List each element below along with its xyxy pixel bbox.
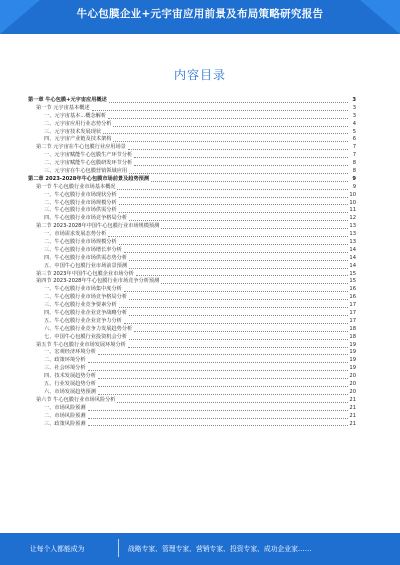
toc-entry[interactable]: [28, 97, 356, 105]
toc-leader-dots: [88, 409, 348, 411]
toc-leader-dots: [134, 330, 348, 332]
toc-entry-label: 第二节 元宇宙在牛心包膜行业应用场景: [36, 144, 126, 151]
toc-entry-page: 5: [352, 128, 356, 135]
toc-leader-dots: [92, 109, 348, 111]
toc-entry-label: 第五节 牛心包膜行业市场发展环境分析: [36, 341, 126, 348]
toc-entry[interactable]: [28, 239, 356, 247]
toc-entry-page: 7: [352, 144, 356, 151]
toc-entry[interactable]: [28, 231, 356, 239]
toc-entry[interactable]: [28, 184, 356, 192]
toc-entry-label: 四、元宇宙产业链及技术架构: [44, 136, 112, 143]
toc-leader-dots: [129, 172, 348, 174]
toc-entry-label: 第四节 2023-2028年牛心包膜行业市场竞争分析预测: [36, 278, 160, 285]
toc-entry-label: 三、元宇宙在牛心包膜营销领域应用: [44, 168, 128, 174]
toc-leader-dots: [88, 361, 348, 363]
toc-entry[interactable]: [28, 318, 356, 326]
toc-entry-page: 11: [349, 207, 356, 214]
toc-leader-dots: [98, 353, 348, 355]
toc-entry[interactable]: [28, 168, 356, 176]
toc-leader-dots: [129, 314, 348, 316]
toc-leader-dots: [134, 156, 348, 158]
toc-entry-page: 7: [352, 152, 356, 159]
toc-entry[interactable]: [28, 113, 356, 121]
toc-entry-label: 五、中国牛心包膜行业市场前景预测: [44, 262, 128, 269]
toc-entry-page: 15: [349, 270, 356, 277]
toc-leader-dots: [98, 385, 348, 387]
toc-leader-dots: [88, 417, 348, 419]
toc-leader-dots: [119, 196, 348, 198]
toc-entry-label: 二、元宇宙赋能牛心包膜研发环节分析: [44, 160, 133, 167]
toc-leader-dots: [129, 259, 348, 261]
toc-entry-label: 二、政策环境分析: [44, 357, 86, 364]
toc-entry-page: 18: [349, 325, 356, 332]
toc-entry-label: 一、元宇宙赋能牛心包膜生产环节分析: [44, 152, 133, 159]
toc-entry-label: 四、牛心包膜行业市场竞争格局分析: [44, 215, 128, 222]
toc-entry-page: 19: [349, 357, 356, 364]
toc-leader-dots: [134, 164, 348, 166]
toc-leader-dots: [117, 188, 348, 190]
toc-leader-dots: [124, 322, 348, 324]
toc-leader-dots: [119, 203, 348, 205]
toc-entry-label: 四、技术发展趋势分析: [44, 373, 96, 380]
toc-entry-label: 第三节 2023年中国牛心包膜企业市场分析: [36, 270, 134, 277]
toc-entry[interactable]: [28, 389, 356, 397]
toc-entry-page: 17: [349, 310, 356, 317]
toc-entry-label: 二、牛心包膜行业市场竞争格局分析: [44, 294, 128, 301]
toc-entry-label: 一、元宇宙基本...概念解析: [44, 112, 107, 119]
toc-entry-page: 14: [349, 246, 356, 253]
toc-entry-label: 三、牛心包膜行业市场供需分析: [44, 207, 117, 214]
toc-entry-label: 三、牛心包膜行业市场增长率分析: [44, 246, 122, 253]
toc-entry-page: 3: [352, 96, 356, 103]
toc-leader-dots: [124, 251, 348, 253]
toc-leader-dots: [129, 219, 348, 221]
toc-leader-dots: [98, 393, 348, 395]
toc-entry-label: 四、牛心包膜行业企业竞争战略分析: [44, 310, 128, 317]
toc-entry-label: 一、牛心包膜行业市场集中度分析: [44, 286, 122, 293]
toc-entry[interactable]: [28, 413, 356, 421]
toc-entry-page: 14: [349, 262, 356, 269]
toc-entry-label: 七、中国牛心包膜行业投资机会分析: [44, 333, 128, 340]
toc-entry-page: 17: [349, 317, 356, 324]
toc-entry-label: 第二节 2023-2028年中国牛心包膜行业市场规模预测: [36, 223, 160, 230]
toc-entry-label: 一、宏观经济环境分析: [44, 349, 96, 356]
toc-entry-label: 五、牛心包膜行业企业竞争力分析: [44, 317, 122, 324]
toc-leader-dots: [128, 148, 348, 150]
toc-leader-dots: [108, 235, 348, 237]
toc-entry-page: 21: [349, 396, 356, 403]
report-title: 牛心包膜企业+元宇宙应用前景及布局策略研究报告: [76, 8, 324, 20]
toc-entry-label: 二、市场风险预测: [44, 412, 86, 419]
toc-entry[interactable]: [28, 176, 356, 184]
toc-entry-page: 12: [349, 215, 356, 222]
toc-leader-dots: [129, 267, 348, 269]
toc-entry-page: 13: [349, 231, 356, 238]
toc-entry-page: 3: [352, 112, 356, 119]
toc-leader-dots: [129, 298, 348, 300]
toc-entry-page: 18: [349, 333, 356, 340]
toc-entry[interactable]: [28, 247, 356, 255]
toc-entry[interactable]: [28, 326, 356, 334]
toc-entry-page: 19: [349, 365, 356, 372]
toc-entry[interactable]: [28, 121, 356, 129]
table-of-contents: [28, 97, 356, 428]
toc-entry-page: 20: [349, 388, 356, 395]
page-header: [0, 0, 400, 34]
toc-entry-label: 六、牛心包膜行业竞争力发展趋势分析: [44, 325, 133, 332]
toc-entry-page: 9: [352, 175, 356, 182]
toc-entry[interactable]: [28, 373, 356, 381]
toc-entry-label: 第六节 牛心包膜行业市场风险分析: [36, 396, 116, 403]
toc-leader-dots: [113, 125, 348, 127]
toc-heading: 内容目录: [173, 68, 226, 82]
toc-leader-dots: [136, 274, 348, 276]
toc-entry-page: 21: [349, 420, 356, 427]
toc-entry[interactable]: [28, 105, 356, 113]
toc-leader-dots: [124, 290, 348, 292]
toc-entry[interactable]: [28, 397, 356, 405]
footer-divider: [118, 539, 119, 557]
toc-leader-dots: [109, 101, 348, 103]
toc-leader-dots: [128, 346, 348, 348]
toc-entry-label: 第二章 2023-2028年牛心包膜市场前景及趋势预测: [28, 175, 150, 182]
toc-entry[interactable]: [28, 255, 356, 263]
toc-entry-label: 一、牛心包膜行业市场现状分析: [44, 191, 117, 198]
toc-entry-page: 13: [349, 239, 356, 246]
toc-entry[interactable]: [28, 365, 356, 373]
toc-entry[interactable]: [28, 381, 356, 389]
toc-entry[interactable]: [28, 223, 356, 231]
toc-entry[interactable]: [28, 192, 356, 200]
toc-leader-dots: [161, 227, 348, 229]
toc-entry-page: 3: [352, 104, 356, 111]
toc-entry-page: 14: [349, 254, 356, 261]
toc-leader-dots: [103, 132, 348, 134]
toc-entry-label: 第一节 元宇宙基本概述: [36, 104, 90, 111]
toc-entry-label: 二、元宇宙应用行业态势分析: [44, 120, 112, 127]
toc-entry-label: 二、牛心包膜行业市场规模分析: [44, 199, 117, 206]
toc-entry-label: 一、市场需求发展态势分析: [44, 231, 107, 238]
toc-entry[interactable]: [28, 310, 356, 318]
toc-entry-label: 三、政策风险预测: [44, 420, 86, 427]
toc-leader-dots: [88, 369, 348, 371]
toc-entry-page: 17: [349, 302, 356, 309]
toc-entry-page: 15: [349, 278, 356, 285]
toc-entry-page: 19: [349, 341, 356, 348]
toc-entry-page: 16: [349, 294, 356, 301]
toc-leader-dots: [119, 306, 348, 308]
toc-entry-page: 10: [349, 199, 356, 206]
toc-leader-dots: [119, 211, 348, 213]
toc-entry-label: 四、牛心包膜行业市场供需态势分析: [44, 254, 128, 261]
toc-entry-page: 10: [349, 191, 356, 198]
toc-leader-dots: [119, 243, 348, 245]
toc-entry-page: 19: [349, 349, 356, 356]
toc-entry[interactable]: [28, 334, 356, 342]
toc-leader-dots: [98, 377, 348, 379]
toc-entry-page: 13: [349, 223, 356, 230]
toc-entry-page: 9: [352, 183, 356, 190]
toc-leader-dots: [117, 401, 348, 403]
toc-entry[interactable]: [28, 160, 356, 168]
page-footer: [0, 533, 400, 565]
toc-entry[interactable]: [28, 263, 356, 271]
toc-entry-label: 六、市场发展趋势预测: [44, 388, 96, 395]
toc-entry-label: 三、牛心包膜行业竞争要素分析: [44, 302, 117, 309]
footer-slogan: 让每个人都能成为: [30, 545, 85, 553]
toc-leader-dots: [88, 424, 348, 426]
toc-entry-page: 16: [349, 286, 356, 293]
toc-entry-label: 第一章 牛心包膜+元宇宙应用概述: [28, 96, 107, 103]
toc-leader-dots: [129, 338, 348, 340]
toc-entry-page: 6: [352, 136, 356, 143]
toc-entry[interactable]: [28, 302, 356, 310]
toc-entry-label: 三、社会环境分析: [44, 365, 86, 372]
toc-entry-label: 五、行业发展趋势分析: [44, 381, 96, 388]
toc-entry-page: 21: [349, 412, 356, 419]
toc-entry-label: 一、市场风险预测: [44, 404, 86, 411]
toc-leader-dots: [151, 180, 348, 182]
toc-entry-page: 20: [349, 381, 356, 388]
toc-entry[interactable]: [28, 405, 356, 413]
toc-entry-label: 二、牛心包膜行业市场规模分析: [44, 239, 117, 246]
toc-leader-dots: [113, 140, 348, 142]
toc-entry-page: 8: [352, 160, 356, 167]
toc-entry-page: 4: [352, 120, 356, 127]
toc-entry-page: 8: [352, 168, 356, 174]
toc-entry[interactable]: [28, 421, 356, 429]
toc-leader-dots: [108, 117, 348, 119]
toc-entry-page: 21: [349, 404, 356, 411]
toc-entry-page: 20: [349, 373, 356, 380]
toc-entry-label: 三、元宇宙技术发展现状: [44, 128, 102, 135]
footer-roles: 战略专家、管理专家、营销专家、投资专家、成功企业家……: [128, 545, 312, 553]
toc-leader-dots: [161, 282, 348, 284]
toc-entry-label: 第一节 牛心包膜行业市场基本概况: [36, 183, 116, 190]
toc-entry[interactable]: [28, 152, 356, 160]
toc-entry[interactable]: [28, 294, 356, 302]
